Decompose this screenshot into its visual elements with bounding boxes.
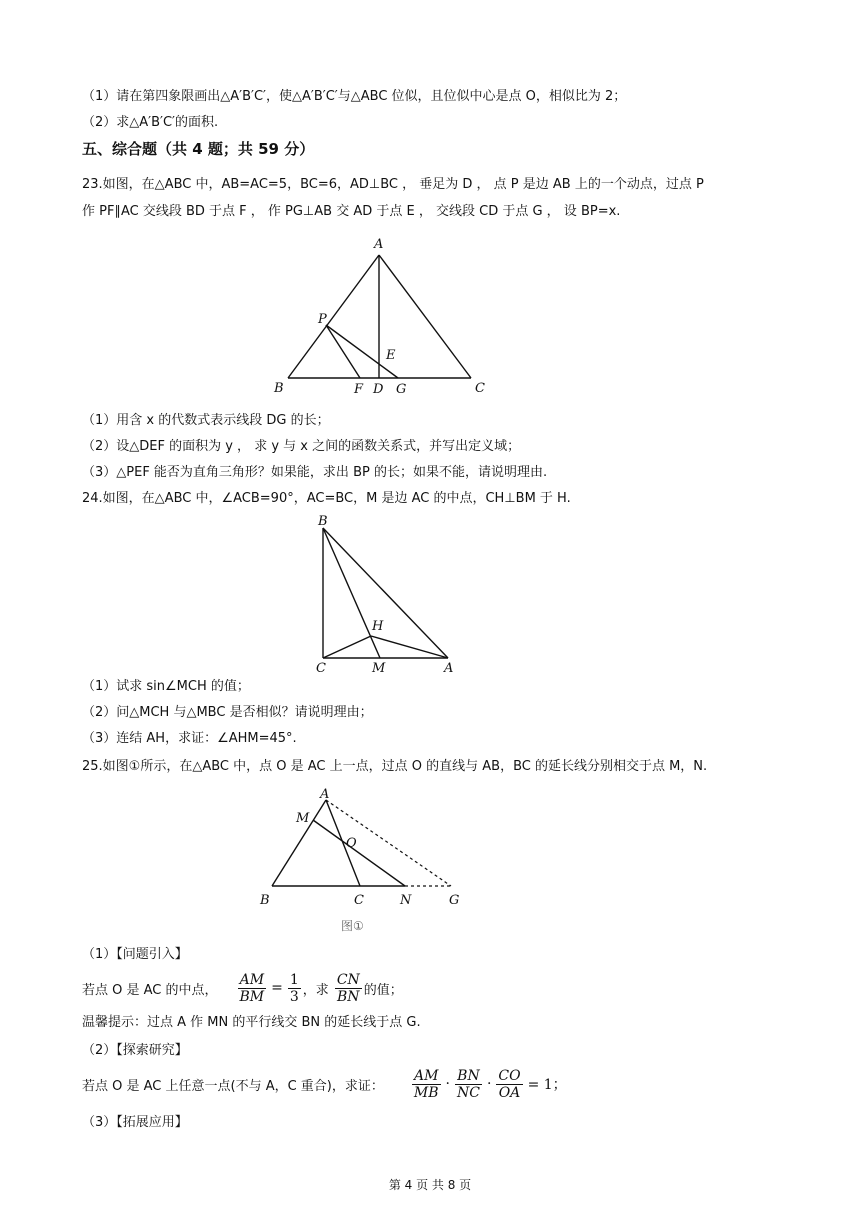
segment-ha	[371, 636, 448, 658]
fraction-bn-nc	[455, 1068, 482, 1101]
q25-stem: 25.如图①所示，在△ABC 中，点 O 是 AC 上一点，过点 O 的直线与 AB，BC 的延长线分别相交于点 M，N.	[82, 759, 708, 774]
q24-figure	[308, 510, 468, 676]
fraction-co-oa	[496, 1068, 522, 1101]
q25-part2-prefix: 若点 O 是 AC 上任意一点(不与 A，C 重合)，求证：	[82, 1078, 384, 1094]
q24-part3: （3）连结 AH，求证：∠AHM=45°.	[82, 731, 297, 746]
frac-numerator: 1	[289, 971, 299, 988]
q25-part1-statement	[82, 968, 403, 1008]
label-f: F	[354, 382, 364, 397]
ratio-equation	[236, 972, 303, 1005]
frac-numerator: AM	[412, 1068, 441, 1085]
label-e: E	[386, 348, 396, 363]
q23-stem-line1: 23.如图，在△ABC 中，AB=AC=5，BC=6，AD⊥BC ， 垂足为 D ， 点 P 是边 AB 上的一个动点，过点 P	[82, 177, 704, 192]
label-c: C	[316, 661, 326, 676]
label-b: B	[260, 893, 270, 908]
label-m: M	[296, 811, 310, 826]
label-a: A	[444, 661, 454, 676]
frac-denominator: 3	[289, 988, 299, 1005]
label-d: D	[373, 382, 384, 397]
segment-ab	[288, 255, 379, 378]
label-b: B	[274, 381, 284, 396]
label-o: O	[346, 836, 357, 851]
segment-ba	[323, 528, 448, 658]
fraction-one-third	[288, 972, 301, 1005]
segment-bm	[323, 528, 380, 658]
equals-sign: =	[271, 980, 283, 996]
label-c: C	[475, 381, 485, 396]
q25-figure	[255, 782, 475, 938]
fraction-am-mb	[412, 1068, 441, 1101]
equation-rhs: = 1；	[527, 1077, 567, 1093]
label-h: H	[372, 619, 384, 634]
frac-denominator: BM	[239, 988, 265, 1005]
label-a: A	[320, 787, 330, 802]
frac-denominator: OA	[498, 1084, 521, 1101]
label-b: B	[318, 514, 328, 529]
page-footer: 第 4 页 共 8 页	[388, 1178, 472, 1192]
q24-part2: （2）问△MCH 与△MBC 是否相似？请说明理由；	[82, 705, 373, 720]
q25-part2-statement	[82, 1064, 570, 1104]
label-m: M	[372, 661, 386, 676]
fraction-cn-bn-wrap	[333, 972, 364, 1005]
q24-stem: 24.如图，在△ABC 中，∠ACB=90°，AC=BC，M 是边 AC 的中点，CH⊥BM 于 H.	[82, 491, 571, 506]
q23-stem-line2: 作 PF∥AC 交线段 BD 于点 F ， 作 PG⊥AB 交 AD 于点 E ， 交线段 CD 于点 G ， 设 BP=x.	[82, 204, 621, 219]
q25-part1-title: （1）【问题引入】	[82, 947, 188, 962]
label-p: P	[318, 312, 327, 327]
dot-operator: ·	[486, 1076, 492, 1092]
q25-part3-title: （3）【拓展应用】	[82, 1115, 188, 1130]
q23-part1: （1）用含 x 的代数式表示线段 DG 的长；	[82, 413, 330, 428]
q23-part2: （2）设△DEF 的面积为 y ， 求 y 与 x 之间的函数关系式，并写出定义域；	[82, 439, 521, 454]
frac-denominator: BN	[337, 988, 360, 1005]
frac-numerator: BN	[455, 1068, 482, 1085]
q24-part1: （1）试求 sin∠MCH 的值；	[82, 679, 250, 694]
label-n: N	[400, 893, 412, 908]
label-c: C	[354, 893, 364, 908]
label-a: A	[374, 237, 384, 252]
q22-part1: （1）请在第四象限画出△A′B′C′，使△A′B′C′与△ABC 位似，且位似中心是点 O，相似比为 2；	[82, 89, 627, 104]
frac-numerator: CO	[498, 1067, 521, 1084]
q25-part2-title: （2）【探索研究】	[82, 1043, 188, 1058]
frac-denominator: NC	[456, 1084, 480, 1101]
frac-numerator: AM	[238, 972, 267, 989]
frac-numerator: CN	[336, 971, 360, 988]
q22-part2: （2）求△A′B′C′的面积.	[82, 115, 219, 130]
segment-pf	[326, 325, 360, 378]
q25-part1-mid: ，求	[302, 982, 329, 998]
q23-part3: （3）△PEF 能否为直角三角形？如果能，求出 BP 的长；如果不能，请说明理由.	[82, 465, 548, 480]
q25-part1-suffix: 的值；	[363, 982, 403, 998]
q25-hint: 温馨提示：过点 A 作 MN 的平行线交 BN 的延长线于点 G.	[82, 1015, 421, 1030]
label-g: G	[449, 893, 460, 908]
product-equation	[410, 1068, 570, 1101]
section-title: 五、综合题（共 4 题；共 59 分）	[82, 140, 315, 158]
fraction-cn-bn	[335, 972, 362, 1005]
label-g: G	[396, 382, 407, 397]
q23-figure	[270, 232, 500, 400]
fraction-am-bm	[238, 972, 267, 1005]
segment-mn	[313, 820, 405, 886]
q25-part1-prefix: 若点 O 是 AC 的中点，	[82, 982, 218, 998]
frac-denominator: MB	[413, 1084, 439, 1101]
segment-ch	[323, 636, 371, 658]
figure-caption: 图①	[341, 919, 364, 933]
dot-operator: ·	[445, 1076, 450, 1092]
